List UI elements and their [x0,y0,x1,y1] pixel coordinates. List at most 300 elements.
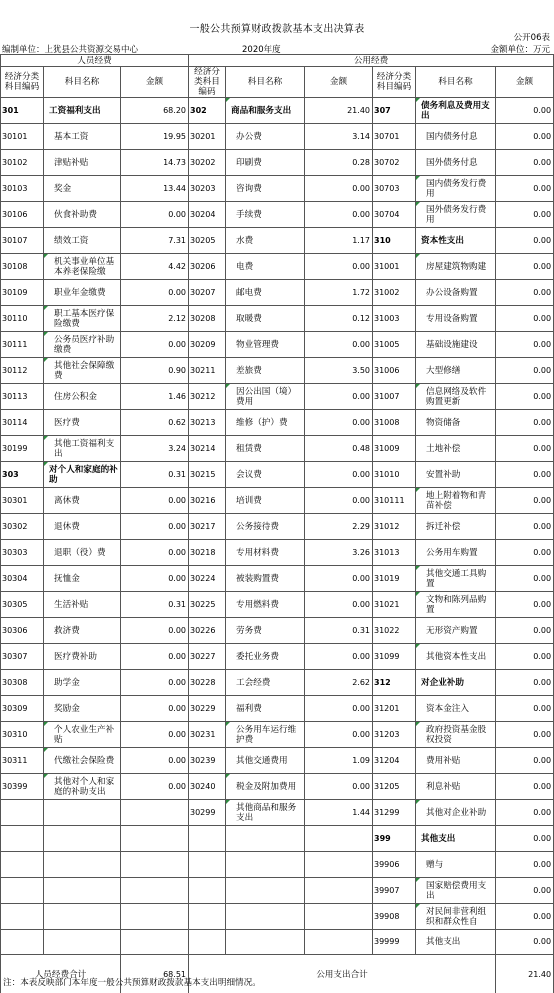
cell-name: 对企业补助 [416,670,496,696]
cell-code: 31019 [373,566,416,592]
cell-name: 专用设备购置 [416,306,496,332]
cell-code: 30702 [373,150,416,176]
table-row [1,150,554,176]
cell-amount: 0.00 [496,488,554,514]
cell-name: 政府投资基金股权投资 [416,722,496,748]
cell-amount: 3.50 [305,358,373,384]
cell-name: 印刷费 [226,150,305,176]
col-header-name: 科目名称 [226,67,305,98]
cell-code: 30302 [1,514,44,540]
cell-amount: 0.00 [121,696,189,722]
cell-amount: 0.00 [496,852,554,878]
compiling-unit: 编制单位：上犹县公共资源交易中心 [2,45,139,55]
cell-code: 30209 [189,332,226,358]
cell-name: 委托业务费 [226,644,305,670]
cell-code: 31002 [373,280,416,306]
col-header-amount: 金额 [496,67,554,98]
cell-amount: 0.00 [305,488,373,514]
cell-amount: 0.00 [496,462,554,488]
cell-code: 31001 [373,254,416,280]
cell-code: 31003 [373,306,416,332]
cell-name: 生活补贴 [44,592,121,618]
table-row [1,410,554,436]
table-row [1,280,554,306]
cell-code: 30701 [373,124,416,150]
cell-name: 房屋建筑物购建 [416,254,496,280]
cell-code: 30310 [1,722,44,748]
cell-name [226,904,305,930]
cell-name: 无形资产购置 [416,618,496,644]
public-total-label: 公用支出合计 [189,955,496,993]
cell-code [1,852,44,878]
cell-name: 福利费 [226,696,305,722]
cell-name: 津贴补贴 [44,150,121,176]
cell-name: 公务接待费 [226,514,305,540]
cell-code: 30308 [1,670,44,696]
col-header-code: 经济分类科目编码 [373,67,416,98]
cell-amount: 4.42 [121,254,189,280]
cell-amount: 0.00 [496,800,554,826]
cell-amount: 0.00 [305,592,373,618]
cell-code: 30114 [1,410,44,436]
cell-code: 30217 [189,514,226,540]
cell-code: 30108 [1,254,44,280]
cell-name: 因公出国（境）费用 [226,384,305,410]
cell-name [44,904,121,930]
cell-amount: 0.48 [305,436,373,462]
table-row [1,644,554,670]
cell-name [44,800,121,826]
cell-name: 医疗费补助 [44,644,121,670]
currency-unit: 金额单位：万元 [490,45,550,55]
cell-amount: 0.31 [121,462,189,488]
cell-name: 公务用车运行维护费 [226,722,305,748]
table-row [1,696,554,722]
cell-name: 退休费 [44,514,121,540]
cell-amount: 3.24 [121,436,189,462]
cell-amount: 0.00 [496,150,554,176]
table-row [1,774,554,800]
cell-code: 30218 [189,540,226,566]
cell-code: 30207 [189,280,226,306]
cell-code: 31205 [373,774,416,800]
cell-name: 公务员医疗补助缴费 [44,332,121,358]
cell-amount: 0.00 [496,566,554,592]
cell-amount: 0.00 [496,98,554,124]
personnel-total-label: 人员经费合计 [1,955,121,993]
cell-code: 30202 [189,150,226,176]
cell-name: 资本性支出 [416,228,496,254]
cell-name [44,878,121,904]
cell-name: 地上附着物和青苗补偿 [416,488,496,514]
report-title: 一般公共预算财政拨款基本支出决算表 [189,24,365,35]
cell-name: 其他支出 [416,826,496,852]
cell-code: 30113 [1,384,44,410]
cell-name [226,878,305,904]
table-row [1,826,554,852]
cell-name: 助学金 [44,670,121,696]
cell-name: 办公设备购置 [416,280,496,306]
cell-code: 30199 [1,436,44,462]
cell-code: 30239 [189,748,226,774]
table-row [1,540,554,566]
cell-name: 国家赔偿费用支出 [416,878,496,904]
cell-code: 31299 [373,800,416,826]
cell-amount: 19.95 [121,124,189,150]
table-row [1,384,554,410]
cell-name: 国内债务发行费用 [416,176,496,202]
cell-amount: 0.00 [121,722,189,748]
cell-amount: 0.00 [496,748,554,774]
cell-amount: 2.29 [305,514,373,540]
cell-amount: 1.72 [305,280,373,306]
cell-amount: 0.28 [305,150,373,176]
cell-code: 31006 [373,358,416,384]
cell-code [1,826,44,852]
table-row [1,930,554,955]
cell-name: 住房公积金 [44,384,121,410]
cell-amount: 0.00 [305,566,373,592]
cell-amount [121,878,189,904]
cell-name: 其他资本性支出 [416,644,496,670]
table-row [1,592,554,618]
cell-amount: 14.73 [121,150,189,176]
cell-amount: 0.00 [121,566,189,592]
cell-amount: 0.00 [496,514,554,540]
cell-code: 30214 [189,436,226,462]
table-row [1,488,554,514]
table-row [1,670,554,696]
cell-name: 咨询费 [226,176,305,202]
cell-code: 30216 [189,488,226,514]
cell-name: 专用材料费 [226,540,305,566]
cell-amount: 0.31 [121,592,189,618]
cell-amount: 0.00 [305,384,373,410]
cell-name: 抚恤金 [44,566,121,592]
cell-code: 30112 [1,358,44,384]
cell-code: 30212 [189,384,226,410]
cell-amount: 7.31 [121,228,189,254]
cell-code [1,800,44,826]
cell-code: 399 [373,826,416,852]
cell-amount [121,930,189,955]
cell-amount [305,904,373,930]
cell-amount: 13.44 [121,176,189,202]
cell-name: 拆迁补偿 [416,514,496,540]
cell-code: 30206 [189,254,226,280]
table-body [1,98,554,955]
cell-code: 31009 [373,436,416,462]
cell-code: 310 [373,228,416,254]
cell-amount: 0.00 [121,540,189,566]
cell-code: 30227 [189,644,226,670]
cell-name: 对民间非营利组织和群众性自 [416,904,496,930]
cell-amount: 0.00 [496,722,554,748]
table-row [1,618,554,644]
table-row [1,202,554,228]
cell-amount [121,904,189,930]
cell-code: 307 [373,98,416,124]
cell-amount: 0.00 [305,332,373,358]
cell-amount: 0.00 [121,280,189,306]
cell-name: 商品和服务支出 [226,98,305,124]
cell-amount: 0.00 [305,462,373,488]
cell-amount: 0.00 [496,124,554,150]
cell-code: 31013 [373,540,416,566]
cell-amount: 0.00 [496,280,554,306]
cell-name [44,852,121,878]
cell-name: 培训费 [226,488,305,514]
cell-name: 工会经费 [226,670,305,696]
table-row [1,878,554,904]
cell-name [44,826,121,852]
cell-amount: 0.00 [121,774,189,800]
cell-name: 费用补贴 [416,748,496,774]
cell-amount: 0.00 [121,514,189,540]
cell-name: 大型修缮 [416,358,496,384]
cell-amount: 0.12 [305,306,373,332]
form-number: 公开06表 [513,33,550,43]
cell-code: 30106 [1,202,44,228]
cell-amount: 0.00 [496,254,554,280]
cell-name: 代缴社会保险费 [44,748,121,774]
cell-name: 办公费 [226,124,305,150]
table-row [1,566,554,592]
table-row [1,722,554,748]
cell-code [1,930,44,955]
col-header-amount: 金额 [305,67,373,98]
cell-code [189,852,226,878]
table-row [1,254,554,280]
cell-code: 30309 [1,696,44,722]
cell-code: 30107 [1,228,44,254]
cell-name: 维修（护）费 [226,410,305,436]
cell-code: 30229 [189,696,226,722]
cell-name: 租赁费 [226,436,305,462]
cell-code: 30109 [1,280,44,306]
cell-name: 其他交通工具购置 [416,566,496,592]
cell-amount [305,930,373,955]
cell-name: 赠与 [416,852,496,878]
cell-code: 303 [1,462,44,488]
cell-name: 邮电费 [226,280,305,306]
cell-code: 30301 [1,488,44,514]
cell-name: 物业管理费 [226,332,305,358]
cell-code: 39906 [373,852,416,878]
cell-amount: 68.20 [121,98,189,124]
cell-name: 土地补偿 [416,436,496,462]
cell-code: 39908 [373,904,416,930]
cell-code: 30311 [1,748,44,774]
cell-code: 312 [373,670,416,696]
cell-amount: 0.00 [496,592,554,618]
cell-code: 30201 [189,124,226,150]
table-row [1,462,554,488]
cell-code: 30304 [1,566,44,592]
cell-code: 30211 [189,358,226,384]
col-header-code: 经济分类科目编码 [1,67,44,98]
cell-amount [305,878,373,904]
cell-amount: 1.46 [121,384,189,410]
cell-code [189,826,226,852]
cell-name: 伙食补助费 [44,202,121,228]
personnel-total-value: 68.51 [121,955,189,993]
cell-amount: 0.00 [305,410,373,436]
cell-code: 30208 [189,306,226,332]
cell-code: 30204 [189,202,226,228]
cell-amount [121,826,189,852]
cell-code: 30224 [189,566,226,592]
cell-amount [305,852,373,878]
cell-amount: 0.00 [305,696,373,722]
cell-code: 31012 [373,514,416,540]
cell-amount: 1.17 [305,228,373,254]
table-row [1,176,554,202]
col-header-name: 科目名称 [416,67,496,98]
cell-name: 水费 [226,228,305,254]
cell-code: 30110 [1,306,44,332]
cell-amount: 0.00 [496,228,554,254]
cell-amount: 0.00 [121,618,189,644]
cell-name: 会议费 [226,462,305,488]
cell-code: 30703 [373,176,416,202]
table-row [1,228,554,254]
cell-name: 电费 [226,254,305,280]
cell-name: 其他交通费用 [226,748,305,774]
cell-code: 302 [189,98,226,124]
cell-code [189,878,226,904]
cell-name [226,826,305,852]
cell-amount: 0.00 [496,384,554,410]
cell-amount [121,800,189,826]
cell-amount: 0.00 [121,332,189,358]
cell-name [226,930,305,955]
cell-name: 税金及附加费用 [226,774,305,800]
cell-name: 专用燃料费 [226,592,305,618]
cell-code: 30704 [373,202,416,228]
cell-code: 30240 [189,774,226,800]
cell-name: 对个人和家庭的补助 [44,462,121,488]
cell-amount: 0.00 [496,306,554,332]
table-row [1,852,554,878]
cell-code: 31007 [373,384,416,410]
cell-name: 公务用车购置 [416,540,496,566]
cell-amount: 0.00 [496,436,554,462]
cell-code [1,878,44,904]
cell-code: 30213 [189,410,226,436]
cell-name: 奖金 [44,176,121,202]
table-row [1,124,554,150]
cell-name: 绩效工资 [44,228,121,254]
cell-code: 31201 [373,696,416,722]
cell-amount: 3.14 [305,124,373,150]
cell-code: 30303 [1,540,44,566]
cell-name: 劳务费 [226,618,305,644]
cell-code [1,904,44,930]
cell-name: 安置补助 [416,462,496,488]
cell-amount: 0.00 [121,488,189,514]
cell-name: 个人农业生产补贴 [44,722,121,748]
cell-code: 30203 [189,176,226,202]
cell-code: 30305 [1,592,44,618]
cell-name: 差旅费 [226,358,305,384]
cell-amount: 0.00 [305,202,373,228]
cell-amount: 0.00 [305,176,373,202]
cell-amount: 1.09 [305,748,373,774]
cell-name: 被装购置费 [226,566,305,592]
cell-name: 债务利息及费用支出 [416,98,496,124]
cell-code: 39999 [373,930,416,955]
cell-code: 30306 [1,618,44,644]
cell-amount: 0.31 [305,618,373,644]
cell-name: 物资储备 [416,410,496,436]
cell-name: 利息补贴 [416,774,496,800]
cell-amount: 0.00 [305,774,373,800]
table-row [1,800,554,826]
cell-code: 30205 [189,228,226,254]
cell-code: 30228 [189,670,226,696]
table-row [1,904,554,930]
cell-code: 30307 [1,644,44,670]
cell-amount: 0.00 [496,878,554,904]
cell-name: 救济费 [44,618,121,644]
cell-name: 其他社会保障缴费 [44,358,121,384]
cell-code: 30225 [189,592,226,618]
table-row [1,98,554,124]
cell-name: 其他对个人和家庭的补助支出 [44,774,121,800]
table-row [1,332,554,358]
public-group-header: 公用经费 [189,55,554,67]
cell-name: 基本工资 [44,124,121,150]
cell-code: 39907 [373,878,416,904]
cell-code: 30231 [189,722,226,748]
table-row [1,514,554,540]
cell-amount: 3.26 [305,540,373,566]
cell-code: 310111 [373,488,416,514]
cell-name: 其他商品和服务支出 [226,800,305,826]
cell-amount: 21.40 [305,98,373,124]
cell-code [189,930,226,955]
col-header-amount: 金额 [121,67,189,98]
cell-code: 31005 [373,332,416,358]
cell-name: 基础设施建设 [416,332,496,358]
cell-amount: 0.00 [121,644,189,670]
cell-amount: 1.44 [305,800,373,826]
cell-amount: 0.00 [496,774,554,800]
cell-name: 其他对企业补助 [416,800,496,826]
col-header-code: 经济分类科目编码 [189,67,226,98]
cell-name: 工资福利支出 [44,98,121,124]
cell-name [44,930,121,955]
cell-name: 文物和陈列品购置 [416,592,496,618]
cell-name: 其他工资福利支出 [44,436,121,462]
cell-amount: 0.00 [305,722,373,748]
cell-code: 31204 [373,748,416,774]
cell-amount: 0.00 [496,904,554,930]
cell-code: 30111 [1,332,44,358]
cell-amount [121,852,189,878]
cell-name: 取暖费 [226,306,305,332]
cell-name: 资本金注入 [416,696,496,722]
cell-code: 30103 [1,176,44,202]
cell-amount: 0.00 [121,748,189,774]
cell-code: 31008 [373,410,416,436]
cell-amount: 0.00 [496,670,554,696]
cell-name: 奖励金 [44,696,121,722]
cell-amount: 0.62 [121,410,189,436]
table-note: 注：本表反映部门本年度一般公共预算财政拨款基本支出明细情况。 [3,978,261,988]
cell-amount: 0.00 [496,644,554,670]
